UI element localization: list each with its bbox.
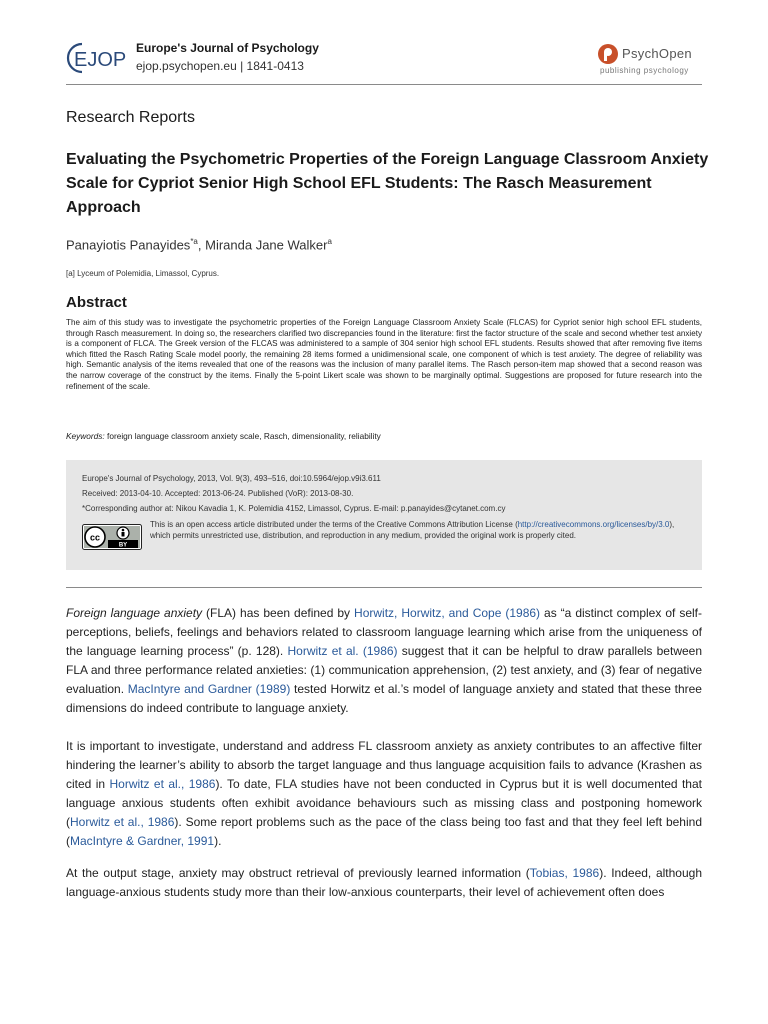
body-text-run: ). To date, FLA studies have not been conducted in Cyprus but it is well documented that language anxious students often exhibit avoidance behaviours such as missing class and postponing homework ( (66, 777, 702, 829)
body-text-run: as “a distinct complex of self-perceptions, beliefs, feelings and behaviors related to classroom language learning which arise from the uniqueness of the language learning process” (p. 128). (66, 606, 702, 658)
affiliation: [a] Lyceum of Polemidia, Limassol, Cyprus. (66, 269, 220, 278)
dates-line: Received: 2013-04-10. Accepted: 2013-06-24. Published (VoR): 2013-08-30. (82, 489, 354, 498)
author-separator: , (197, 237, 206, 253)
abstract-text: The aim of this study was to investigate the psychometric properties of the Foreign Language Classroom Anxiety Scale (FLCAS) for Cypriot senior high school EFL students, through Rasch measurement. In doing so, the researchers clarified two discrepancies found in the literature: first the factor structure of the scale and second whether test anxiety is a component of FLCA. The Greek version of the FLCAS was administered to a sample of 304 senior high school EFL students. Results showed that after removing five items which fitted the Rasch Rating Scale model poorly, the remaining 28 items formed a unidimensional scale, one component of which is test anxiety. The degree of reliability was high. Semantic analysis of the items revealed that one of the reasons was the inclusion of many parallel items. The Rasch person-item map showed that a second reason was the narrow coverage of the construct by the items. Finally the 5-point Likert scale was shown to be marginally optimal. Suggestions are proposed for future research into the refinement of the scale. (66, 318, 702, 391)
psychopen-wordmark: PsychOpen (622, 46, 692, 61)
license-text (150, 520, 690, 541)
license-text-start: This is an open access article distributed under the terms of the Creative Commons Attribution License ( (150, 520, 518, 529)
journal-url[interactable]: ejop.psychopen.eu | 1841-0413 (136, 59, 304, 73)
svg-text:cc: cc (89, 532, 101, 543)
article-title: Evaluating the Psychometric Properties of the Foreign Language Classroom Anxiety Scale for Cypriot Senior High School EFL Students: The Rasch Measurement Approach (66, 151, 709, 216)
body-paragraph (66, 864, 702, 902)
cc-by-icon[interactable] (82, 524, 142, 550)
psychopen-logo (596, 40, 696, 80)
body-text-run: It is important to investigate, understand and address FL classroom anxiety as anxiety contributes to an affective filter hindering the learner’s ability to absorb the target language and thus language acquisition fails to advance (Krashen as cited in (66, 739, 702, 791)
corresponding-author-line: *Corresponding author at: Nikou Kavadia 1, K. Polemidia 4152, Limassol, Cyprus. E-mail: p.panayides@cytanet.com.cy (82, 504, 506, 513)
svg-text:BY: BY (118, 542, 128, 549)
citation-link[interactable]: Tobias, 1986 (529, 866, 600, 880)
author-name[interactable]: Panayiotis Panayides (66, 237, 191, 253)
citation-link[interactable]: Horwitz et al., 1986 (109, 777, 216, 791)
journal-header (66, 36, 702, 86)
citation-link[interactable]: Horwitz et al. (1986) (287, 644, 398, 658)
emphasized-term: Foreign language anxiety (66, 606, 203, 620)
psychopen-icon (596, 42, 620, 66)
citation-link[interactable]: MacIntyre and Gardner (1989) (127, 682, 291, 696)
keywords-label: Keywords: (66, 431, 105, 441)
body-text-run: suggest that it can be helpful to draw parallels between FLA and three performance related anxieties: (1) communication apprehension, (2) test anxiety, and (3) fear of negative evaluation. (66, 644, 703, 696)
journal-name: Europe's Journal of Psychology (136, 41, 319, 55)
abstract-heading: Abstract (66, 294, 127, 311)
body-paragraph (66, 604, 702, 718)
license-text-end: ), which permits unrestricted use, distribution, and reproduction in any medium, provided the original work is properly cited. (150, 520, 675, 540)
body-text-run: At the output stage, anxiety may obstruct retrieval of previously learned information ( (66, 866, 530, 880)
article-info-box (66, 460, 702, 570)
body-paragraph (66, 737, 702, 851)
ejop-logo-icon (66, 38, 128, 78)
body-text-run: ). Some report problems such as the pace of the class being too fast and that they feel left behind ( (66, 815, 702, 848)
license-link[interactable]: http://creativecommons.org/licenses/by/3.0 (517, 520, 670, 529)
body-divider (66, 587, 702, 588)
keywords-text: foreign language classroom anxiety scale, Rasch, dimensionality, reliability (104, 431, 381, 441)
header-divider (66, 84, 702, 85)
body-text-run: tested Horwitz et al.’s model of language anxiety and stated that these three dimensions do indeed contribute to language anxiety. (66, 682, 702, 715)
body-text-run: ). (214, 834, 222, 848)
author-affil-marker: *a (190, 237, 198, 246)
body-text-run: (FLA) has been defined by (202, 606, 355, 620)
ejop-logo-text: EJOP (74, 49, 127, 71)
author-name[interactable]: Miranda Jane Walker (205, 237, 328, 253)
journal-info (136, 40, 319, 74)
citation-link[interactable]: Horwitz et al., 1986 (70, 815, 175, 829)
section-label: Research Reports (66, 109, 195, 126)
citation-link[interactable]: Horwitz, Horwitz, and Cope (1986) (354, 606, 541, 620)
psychopen-tagline: publishing psychology (600, 66, 689, 75)
body-text-run: ). Indeed, although language-anxious students study more than their low-anxious counterparts, their level of achievement often does (66, 866, 702, 899)
author-list (66, 237, 332, 252)
keywords (66, 431, 381, 441)
citation-line: Europe's Journal of Psychology, 2013, Vol. 9(3), 493–516, doi:10.5964/ejop.v9i3.611 (82, 474, 381, 483)
author-affil-marker: a (327, 237, 332, 246)
citation-link[interactable]: MacIntyre & Gardner, 1991 (70, 834, 215, 848)
